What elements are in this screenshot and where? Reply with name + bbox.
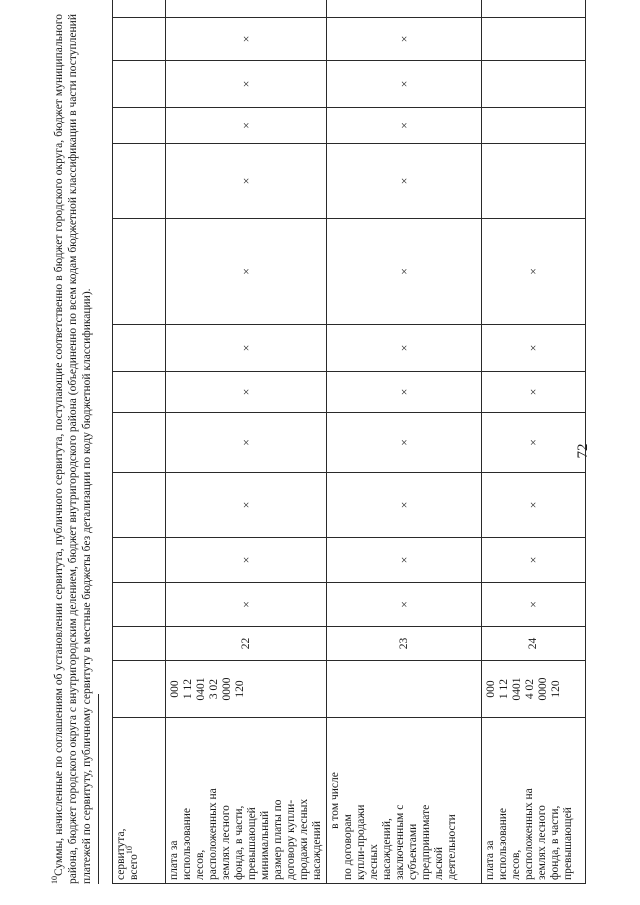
mark-cell: × <box>166 18 327 61</box>
value-cell <box>113 325 166 372</box>
table-row <box>482 0 586 884</box>
mark-cell: × <box>166 108 327 144</box>
line-number-cell: 23 <box>327 627 482 661</box>
mark-cell: × <box>482 413 586 473</box>
mark-cell: × <box>166 473 327 538</box>
value-cell <box>482 61 586 108</box>
line-number-cell: 24 <box>482 627 586 661</box>
row-label-cell <box>327 718 482 884</box>
footnote-divider <box>98 694 99 884</box>
mark-cell <box>327 0 482 18</box>
mark-cell: × <box>482 219 586 325</box>
mark-cell: × <box>166 325 327 372</box>
value-cell <box>482 108 586 144</box>
footnote-ref: 10 <box>125 846 135 855</box>
mark-cell: × <box>166 61 327 108</box>
mark-cell: × <box>327 583 482 627</box>
mark-cell: × <box>482 372 586 413</box>
code-cell: 000 1 12 0401 4 02 0000 120 <box>482 661 586 718</box>
value-cell <box>482 18 586 61</box>
mark-cell: × <box>327 18 482 61</box>
value-cell <box>113 61 166 108</box>
mark-cell: × <box>166 538 327 583</box>
mark-cell: × <box>327 473 482 538</box>
mark-cell: × <box>482 325 586 372</box>
row-label-cell <box>482 718 586 884</box>
value-cell <box>113 219 166 325</box>
row-label-cell <box>113 718 166 884</box>
mark-cell: × <box>327 219 482 325</box>
line-number-cell <box>113 627 166 661</box>
value-cell <box>113 0 166 18</box>
row-label: плата за использование лесов, расположенных на землях лесного фонда, в части, превышающей <box>484 788 574 880</box>
mark-cell: × <box>327 108 482 144</box>
row-label: по договорам купли-продажи лесных насаждений, заключенным с субъектами предпринимате льской деятельности <box>342 804 458 880</box>
page-number: 72 <box>575 443 591 459</box>
code-cell: 000 1 12 0401 3 02 0000 120 <box>166 661 327 718</box>
value-cell <box>482 0 586 18</box>
mark-cell: × <box>482 473 586 538</box>
mark-cell: × <box>327 413 482 473</box>
mark-cell: × <box>482 538 586 583</box>
mark-cell: × <box>327 538 482 583</box>
value-cell <box>113 372 166 413</box>
footnote <box>52 14 94 884</box>
value-cell <box>113 413 166 473</box>
row-sublabel: в том числе <box>329 772 341 829</box>
mark-cell: × <box>482 583 586 627</box>
row-label: плата за использование лесов, расположенных на землях лесного фонда, в части, превышающей минимальный размер платы по договору купли- продажи лесных насаждений <box>168 788 323 880</box>
mark-cell <box>166 0 327 18</box>
mark-cell: × <box>327 144 482 219</box>
footnote-marker: 10 <box>50 876 60 884</box>
value-cell <box>482 144 586 219</box>
mark-cell: × <box>327 325 482 372</box>
mark-cell: × <box>166 219 327 325</box>
value-cell <box>113 18 166 61</box>
code-cell <box>327 661 482 718</box>
row-label-cell <box>166 718 327 884</box>
value-cell <box>113 473 166 538</box>
row-label: сервитута, всего <box>115 828 140 880</box>
mark-cell: × <box>327 61 482 108</box>
table-row <box>113 0 166 884</box>
mark-cell: × <box>327 372 482 413</box>
value-cell <box>113 144 166 219</box>
value-cell <box>113 538 166 583</box>
revenue-table <box>112 0 586 884</box>
mark-cell: × <box>166 583 327 627</box>
table-row <box>166 0 327 884</box>
mark-cell: × <box>166 413 327 473</box>
value-cell <box>113 583 166 627</box>
mark-cell: × <box>166 372 327 413</box>
footnote-text: Суммы, начисленные по соглашениям об установлении сервитута, публичного сервитута, поступающие соответственно в бюджет городского округа, бюджет муниципального района, бюджет городского округа с внутригородским делением, бюджет внутригородского района (объединенно по всем кодам бюджетной классификации в части поступлений платежей по сервитуту, публичному сервитуту в местные бюджеты без детализации по коду бюджетной классификации). <box>53 14 93 884</box>
table-row <box>327 0 482 884</box>
mark-cell: × <box>166 144 327 219</box>
code-cell <box>113 661 166 718</box>
value-cell <box>113 108 166 144</box>
line-number-cell: 22 <box>166 627 327 661</box>
